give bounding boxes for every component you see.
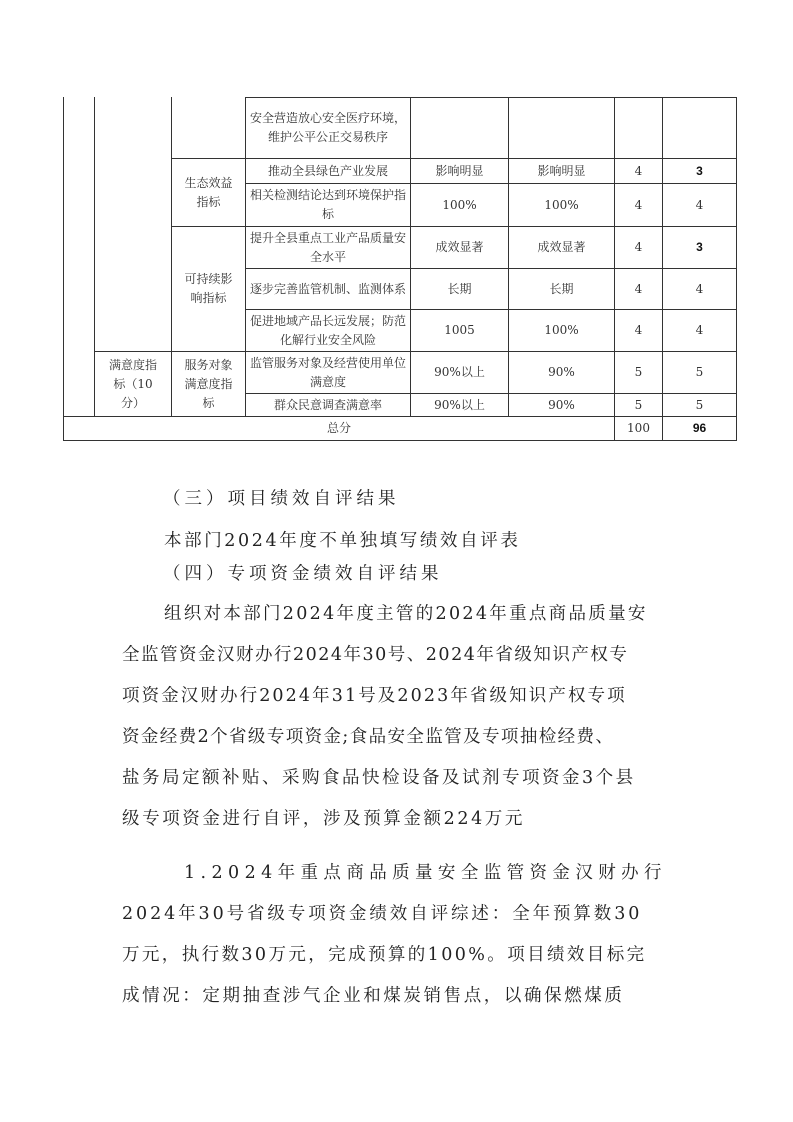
indicator-cell: 促进地域产品长远发展；防范化解行业安全风险 [249,313,406,347]
section-3-text: 本部门2024年度不单独填写绩效自评表 [164,531,521,551]
score-cell: 3 [696,240,703,254]
actual-cell: 长期 [549,281,574,296]
target-cell: 100% [442,197,477,212]
score-cell: 4 [695,197,704,212]
table-border [63,97,64,441]
actual-cell: 100% [544,197,579,212]
indicator-cell: 监管服务对象及经营使用单位满意度 [249,355,406,389]
indicator-cell: 推动全县绿色产业发展 [267,163,388,178]
score-cell: 3 [696,163,703,178]
actual-cell: 影响明显 [537,163,586,178]
score-cell: 4 [695,323,704,337]
paragraph-line: 万元，执行数30万元，完成预算的100%。项目绩效目标完 [122,945,647,965]
score-cell: 4 [695,281,704,296]
category-cell: 生态效益指标 [184,175,233,209]
target-cell: 长期 [447,281,472,296]
table-border [736,97,737,441]
actual-cell: 90% [548,365,575,379]
total-score: 96 [692,421,707,435]
category-cell: 可持续影响指标 [184,272,233,305]
section-heading-4: （四）专项资金绩效自评结果 [163,564,443,584]
target-cell: 影响明显 [435,163,484,178]
category-cell: 服务对象满意度指标 [184,357,233,410]
actual-cell: 成效显著 [537,240,586,254]
paragraph-line: 组织对本部门2024年度主管的2024年重点商品质量安 [164,604,648,624]
weight-cell: 4 [634,323,643,337]
weight-cell: 4 [634,281,643,296]
indicator-cell: 群众民意调查满意率 [273,397,382,412]
indicator-cell: 提升全县重点工业产品质量安全水平 [249,230,406,264]
indicator-cell: 相关检测结论达到环境保护指标 [249,188,406,221]
weight-cell: 4 [634,240,643,254]
weight-cell: 4 [634,197,643,212]
actual-cell: 90% [548,397,575,412]
weight-cell: 5 [634,365,643,379]
paragraph-line: 1.2024年重点商品质量安全监管资金汉财办行 [184,863,667,883]
paragraph-line: 项资金汉财办行2024年31号及2023年省级知识产权专项 [122,686,627,706]
paragraph-line: 成情况：定期抽查涉气企业和煤炭销售点，以确保燃煤质 [122,986,625,1006]
score-cell: 5 [695,365,704,379]
performance-table [0,0,793,460]
indicator-cell: 安全营造放心安全医疗环境，维护公平公正交易秩序 [249,111,406,144]
target-cell: 1005 [444,323,475,337]
target-cell: 成效显著 [435,240,484,254]
total-label: 总分 [326,421,351,435]
weight-cell: 4 [634,163,643,178]
actual-cell: 100% [544,323,579,337]
paragraph-line: 盐务局定额补贴、采购食品快检设备及试剂专项资金3个县 [122,768,636,788]
total-weight: 100 [627,421,650,435]
paragraph-line: 资金经费2个省级专项资金;食品安全监管及专项抽检经费、 [122,727,615,747]
target-cell: 90%以上 [434,397,485,412]
paragraph-line: 级专项资金进行自评，涉及预算金额224万元 [122,809,526,829]
paragraph-line: 2024年30号省级专项资金绩效自评综述：全年预算数30 [122,904,643,924]
table-border [63,440,737,441]
score-cell: 5 [695,397,704,412]
indicator-cell: 逐步完善监管机制、监测体系 [249,281,406,296]
section-heading-3: （三）项目绩效自评结果 [163,489,400,509]
paragraph-line: 全监管资金汉财办行2024年30号、2024年省级知识产权专 [122,645,629,665]
target-cell: 90%以上 [434,365,485,379]
group-cell: 满意度指标（10分） [108,357,157,410]
weight-cell: 5 [634,397,643,412]
